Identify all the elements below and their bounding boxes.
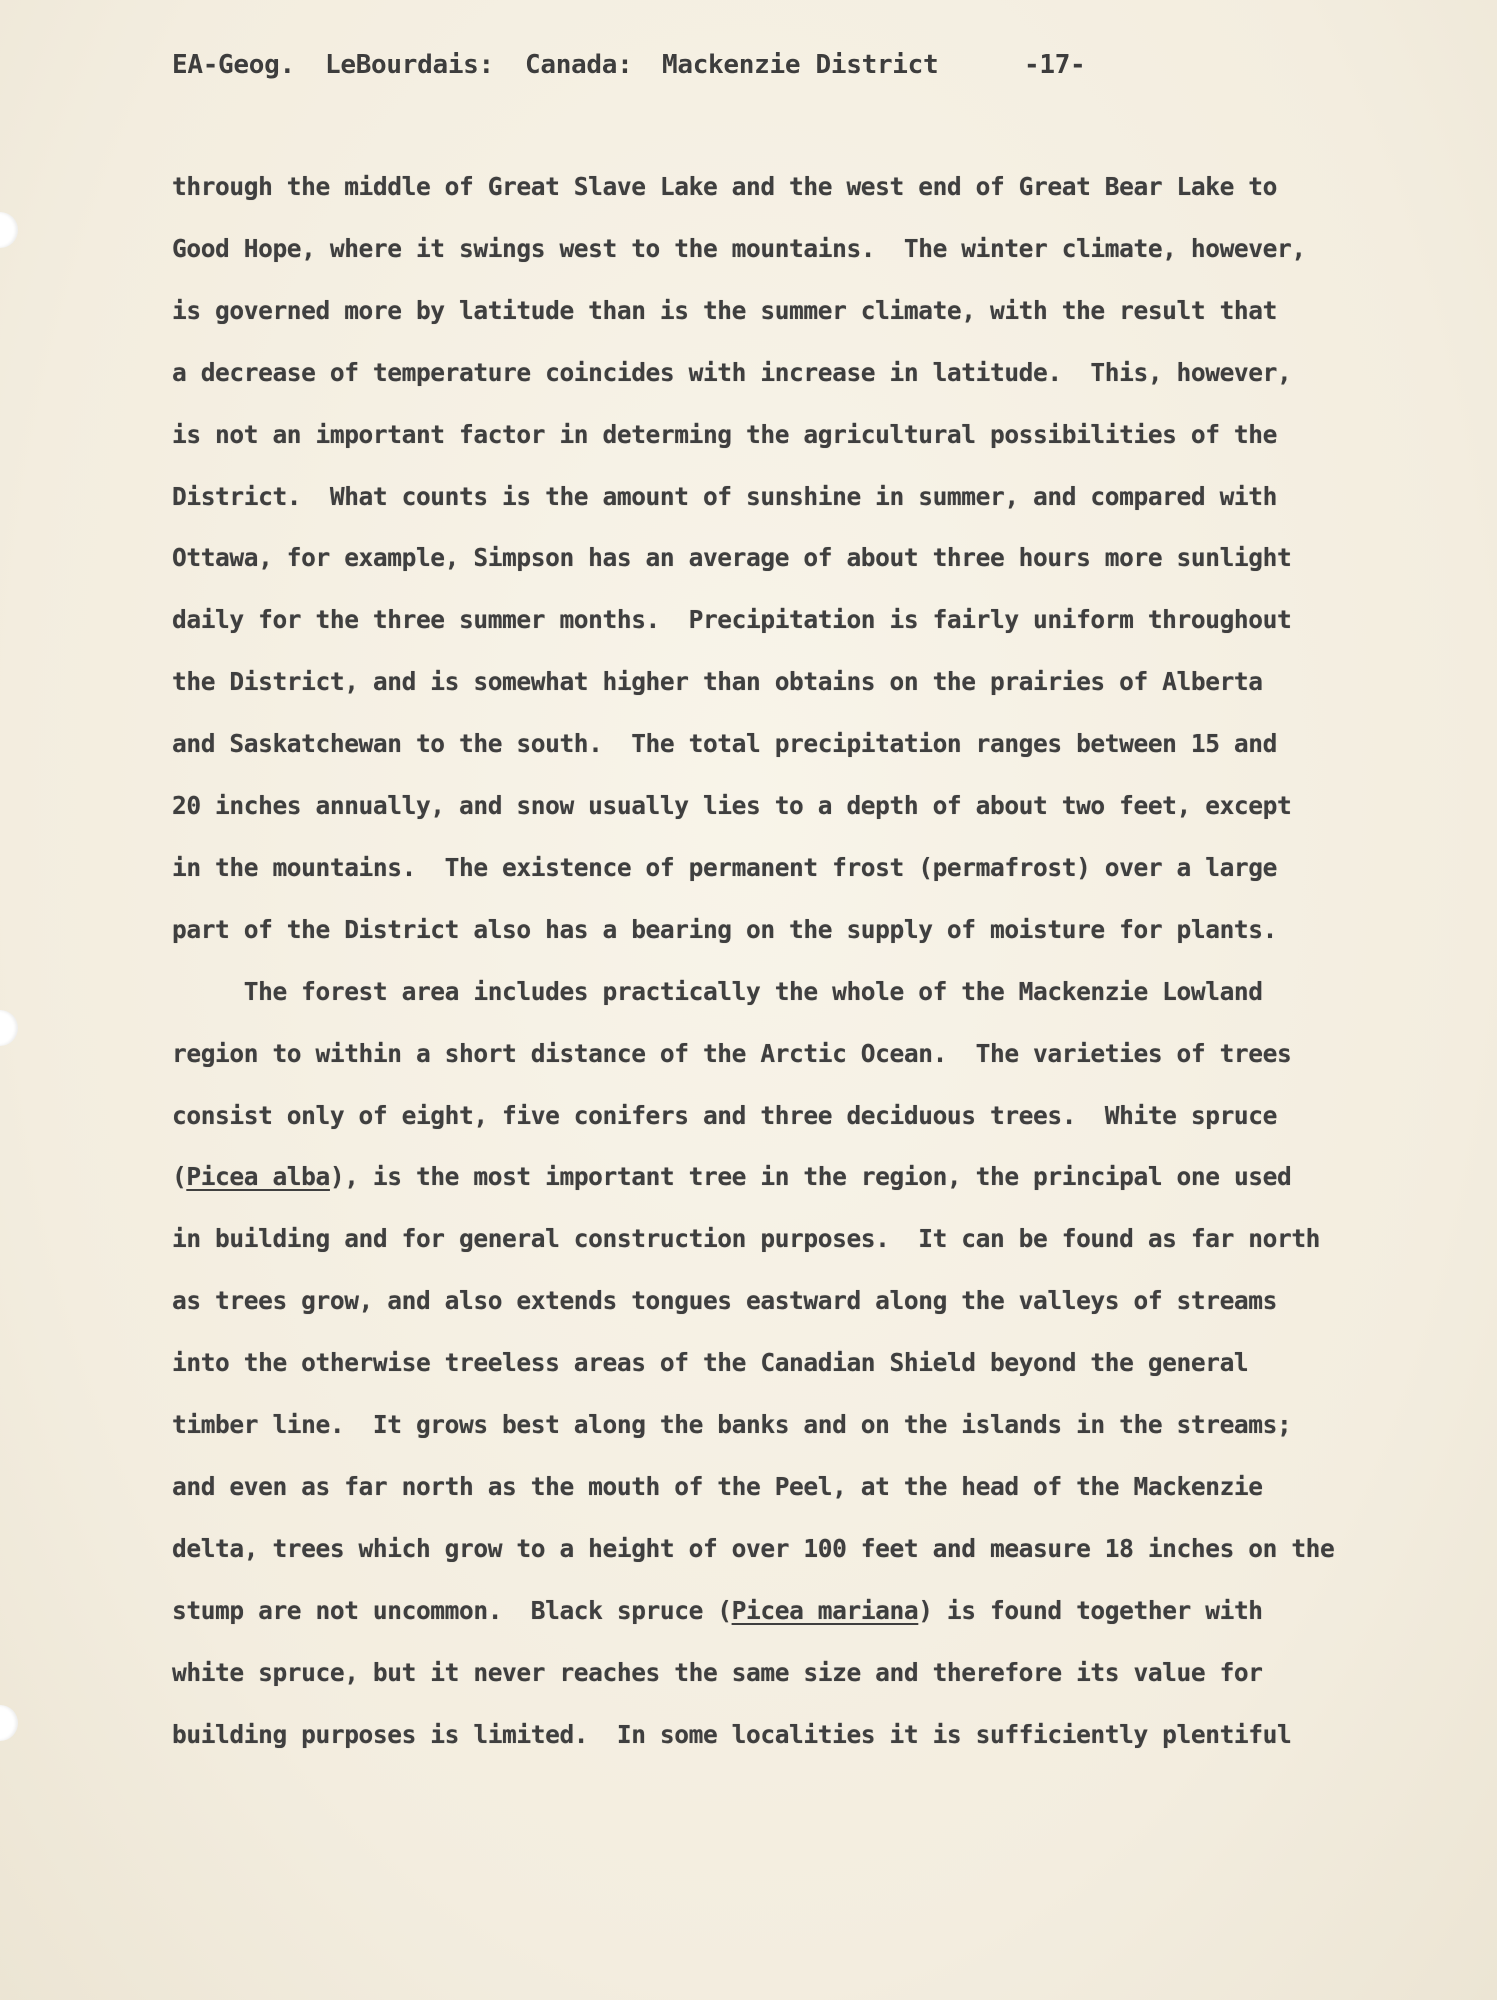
text-segment: ), is the most important tree in the region, the principal one used — [329, 1162, 1292, 1192]
text-segment: and even as far north as the mouth of the Peel, at the head of the Mackenzie — [172, 1471, 1263, 1501]
text-segment: building purposes is limited. In some localities it is sufficiently plentiful — [172, 1719, 1292, 1749]
punch-hole — [0, 1010, 18, 1046]
text-segment: timber line. It grows best along the banks and on the islands in the streams; — [172, 1410, 1292, 1439]
text-segment: is not an important factor in determing the agricultural possibilities of the — [172, 419, 1277, 449]
text-segment: The forest area includes practically the whole of the Mackenzie Lowland — [172, 976, 1263, 1006]
text-segment: into the otherwise treeless areas of the Canadian Shield beyond the general — [172, 1348, 1249, 1378]
text-segment: District. What counts is the amount of sunshine in summer, and compared with — [172, 481, 1277, 511]
text-line — [172, 603, 1291, 637]
text-line — [172, 356, 1291, 390]
text-segment: Ottawa, for example, Simpson has an average of about three hours more sunlight — [172, 543, 1292, 573]
text-line — [172, 418, 1277, 452]
text-line — [172, 1470, 1263, 1504]
text-line — [172, 1037, 1291, 1071]
text-line — [172, 1718, 1291, 1752]
text-line — [172, 1408, 1291, 1442]
text-segment: ) is found together with — [918, 1595, 1263, 1625]
text-segment: in the mountains. The existence of permanent frost (permafrost) over a large — [172, 852, 1277, 882]
species-name: Picea alba — [186, 1162, 330, 1192]
text-segment: in building and for general construction purposes. It can be found as far north — [172, 1224, 1321, 1254]
text-segment: ( — [172, 1162, 187, 1192]
text-line — [172, 1656, 1263, 1690]
text-line — [172, 1594, 1263, 1628]
page-number: -17- — [1024, 50, 1086, 80]
header-author: LeBourdais: — [325, 50, 494, 80]
text-line — [172, 232, 1306, 266]
text-segment: part of the District also has a bearing on the supply of moisture for plants. — [172, 914, 1277, 944]
text-line — [172, 1346, 1248, 1380]
text-segment: consist only of eight, five conifers and three deciduous trees. White spruce — [172, 1100, 1277, 1130]
text-segment: as trees grow, and also extends tongues eastward along the valleys of streams — [172, 1286, 1277, 1316]
text-line — [172, 1160, 1291, 1194]
text-line — [172, 1284, 1277, 1318]
header-district: Mackenzie District — [662, 50, 939, 80]
text-segment: is governed more by latitude than is the summer climate, with the result that — [172, 295, 1277, 325]
text-line — [172, 541, 1291, 575]
text-line — [172, 294, 1277, 328]
punch-hole — [0, 212, 18, 248]
header-country: Canada: — [525, 50, 633, 80]
text-segment: and Saskatchewan to the south. The total precipitation ranges between 15 and — [172, 729, 1277, 759]
header-series: EA-Geog. — [172, 50, 295, 80]
text-line — [172, 1532, 1334, 1566]
text-segment: white spruce, but it never reaches the same size and therefore its value for — [172, 1657, 1263, 1687]
text-segment: stump are not uncommon. Black spruce ( — [172, 1595, 732, 1625]
text-line — [172, 1222, 1320, 1256]
text-segment: 20 inches annually, and snow usually lies to a depth of about two feet, except — [172, 791, 1292, 820]
text-segment: a decrease of temperature coincides with increase in latitude. This, however, — [172, 357, 1292, 387]
text-line — [172, 665, 1263, 699]
punch-hole — [0, 1705, 18, 1741]
text-segment: Good Hope, where it swings west to the mountains. The winter climate, however, — [172, 233, 1306, 263]
text-segment: through the middle of Great Slave Lake and the west end of Great Bear Lake to — [172, 172, 1277, 201]
page-header — [172, 50, 1172, 90]
text-line — [172, 975, 1263, 1009]
text-segment: region to within a short distance of the Arctic Ocean. The varieties of trees — [172, 1038, 1292, 1068]
text-line — [172, 480, 1277, 514]
text-line — [172, 913, 1277, 947]
text-line — [172, 789, 1291, 823]
text-line — [172, 727, 1277, 761]
text-segment: daily for the three summer months. Precipitation is fairly uniform throughout — [172, 605, 1292, 635]
text-line — [172, 1099, 1277, 1133]
text-segment: delta, trees which grow to a height of over 100 feet and measure 18 inches on the — [172, 1533, 1335, 1563]
text-line — [172, 170, 1277, 204]
text-segment: the District, and is somewhat higher than obtains on the prairies of Alberta — [172, 667, 1263, 697]
text-line — [172, 851, 1277, 885]
species-name: Picea mariana — [731, 1595, 919, 1625]
